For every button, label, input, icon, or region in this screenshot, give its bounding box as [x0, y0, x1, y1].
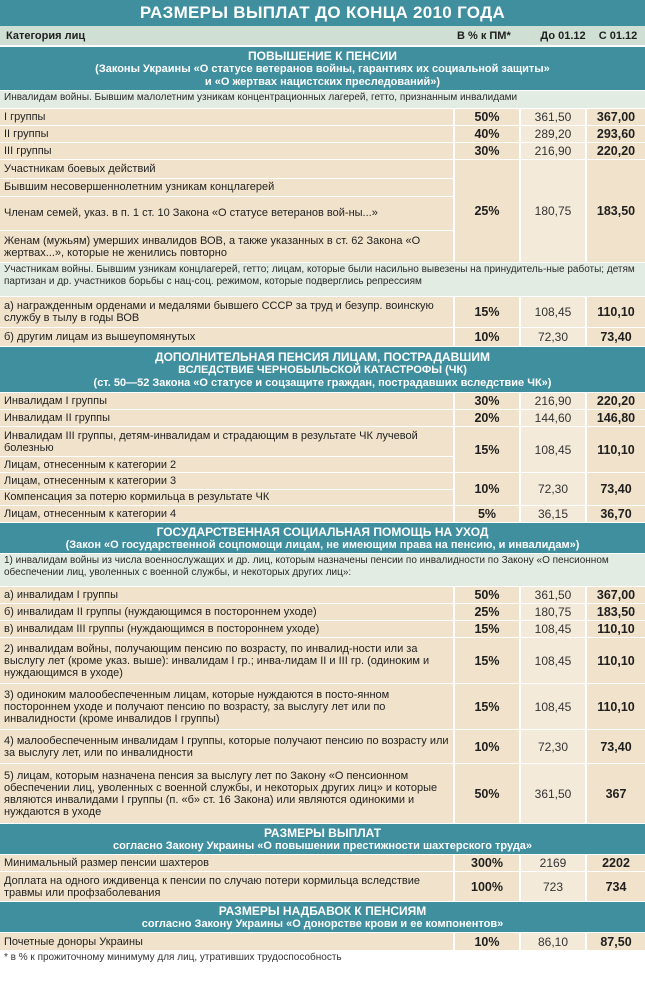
- row-label-cell: [0, 410, 453, 426]
- column-header-after: С 01.12: [598, 29, 638, 42]
- category-label: в) инвалидам III группы (нуждающимся в постороннем уходе): [0, 621, 453, 637]
- percent-cell: 20%: [453, 410, 519, 426]
- row-label-cell: [0, 126, 453, 142]
- section-header-line: ДОПОЛНИТЕЛЬНАЯ ПЕНСИЯ ЛИЦАМ, ПОСТРАДАВШИМ: [155, 349, 490, 364]
- category-label: б) инвалидам II группы (нуждающимся в постороннем уходе): [0, 604, 453, 620]
- value-after-cell: 146,80: [585, 410, 645, 426]
- value-after-cell: 367,00: [585, 587, 645, 603]
- row-label-cell: [0, 427, 453, 472]
- category-label: Доплата на одного иждивенца к пенсии по случаю потери кормильца вследствие травмы или профзаболевания: [0, 872, 453, 901]
- category-label: б) другим лицам из вышеупомянутых: [0, 328, 453, 346]
- row-label-cell: [0, 604, 453, 620]
- value-before-cell: 108,45: [519, 638, 585, 683]
- category-label: Лицам, отнесенным к категории 3: [0, 473, 453, 489]
- table-row: [0, 854, 645, 871]
- percent-cell: 15%: [453, 621, 519, 637]
- value-after-cell: 110,10: [585, 297, 645, 327]
- table-row: [0, 296, 645, 327]
- table-row: [0, 637, 645, 683]
- value-before-cell: 216,90: [519, 143, 585, 159]
- percent-cell: 25%: [453, 604, 519, 620]
- value-after-cell: 73,40: [585, 328, 645, 346]
- section-header: [0, 346, 645, 392]
- category-label: Инвалидам I группы: [0, 393, 453, 409]
- category-label: Компенсация за потерю кормильца в результате ЧК: [0, 489, 453, 506]
- percent-cell: 300%: [453, 855, 519, 871]
- category-label: а) инвалидам I группы: [0, 587, 453, 603]
- table-row: [0, 603, 645, 620]
- percent-cell: 10%: [453, 730, 519, 763]
- percent-cell: 50%: [453, 764, 519, 823]
- value-before-cell: 361,50: [519, 764, 585, 823]
- value-before-cell: 144,60: [519, 410, 585, 426]
- category-label: 3) одиноким малообеспеченным лицам, которые нуждаются в посто-янном постороннем уходе и получают пенсию по возрасту, за выслугу лет или по инвалидности (кроме инвалидов I группы): [0, 684, 453, 729]
- value-before-cell: 361,50: [519, 109, 585, 125]
- section-header-line: согласно Закону Украины «О повышении престижности шахтерского труда»: [112, 839, 533, 852]
- section-header: [0, 823, 645, 854]
- percent-cell: 10%: [453, 933, 519, 950]
- section-header: [0, 46, 645, 90]
- row-label-cell: [0, 933, 453, 950]
- table-row: [0, 108, 645, 125]
- value-before-cell: 86,10: [519, 933, 585, 950]
- value-before-cell: 361,50: [519, 587, 585, 603]
- category-label: III группы: [0, 143, 453, 159]
- value-before-cell: 2169: [519, 855, 585, 871]
- subgroup-note: 1) инвалидам войны из числа военнослужащих и др. лиц, которым назначены пенсии по инвалидности по Закону «О пенсионном обеспечении лиц, уволенных с военной службы, и некоторых других лиц»:: [0, 553, 645, 586]
- row-label-cell: [0, 160, 453, 262]
- value-before-cell: 108,45: [519, 621, 585, 637]
- value-after-cell: 110,10: [585, 621, 645, 637]
- table-row: [0, 729, 645, 763]
- category-label: Минимальный размер пенсии шахтеров: [0, 855, 453, 871]
- value-after-cell: 2202: [585, 855, 645, 871]
- category-label: I группы: [0, 109, 453, 125]
- value-after-cell: 183,50: [585, 604, 645, 620]
- table-row: [0, 505, 645, 522]
- column-header-row: [0, 26, 645, 46]
- value-before-cell: 180,75: [519, 604, 585, 620]
- row-label-cell: [0, 393, 453, 409]
- value-before-cell: 108,45: [519, 684, 585, 729]
- section-header-line: согласно Закону Украины «О донорстве крови и ее компонентов»: [141, 917, 504, 930]
- percent-cell: 100%: [453, 872, 519, 901]
- row-label-cell: [0, 506, 453, 522]
- table-row: [0, 392, 645, 409]
- row-label-cell: [0, 587, 453, 603]
- value-before-cell: 72,30: [519, 328, 585, 346]
- section-header-line: (ст. 50—52 Закона «О статусе и соцзащите граждан, пострадавших вследствие ЧК»): [93, 376, 552, 389]
- percent-cell: 15%: [453, 638, 519, 683]
- value-after-cell: 110,10: [585, 427, 645, 472]
- value-after-cell: 293,60: [585, 126, 645, 142]
- page-title: РАЗМЕРЫ ВЫПЛАТ ДО КОНЦА 2010 ГОДА: [0, 0, 645, 26]
- column-header-category: Категория лиц: [6, 29, 86, 42]
- table-row: [0, 620, 645, 637]
- table-row: [0, 586, 645, 603]
- row-label-cell: [0, 764, 453, 823]
- section-header-line: (Закон «О государственной соцпомощи лицам, не имеющим права на пенсию, и инвалидам»): [65, 538, 580, 551]
- category-label: Почетные доноры Украины: [0, 933, 453, 950]
- section-header-line: (Законы Украины «О статусе ветеранов войны, гарантиях их социальной защиты»: [95, 62, 550, 75]
- category-label: 2) инвалидам войны, получающим пенсию по возрасту, по инвалид-ности или за выслугу лет (кроме указ. выше): инвалидам I гр.; инва-лидам II и III гр. (одиноким и нуждающимся в уходе): [0, 638, 453, 683]
- subgroup-note: Участникам войны. Бывшим узникам концлагерей, гетто; лицам, которые были насильно вывезены на принудитель-ные работы; детям партизан и др. участников борьбы с нац-соц. режимом, которые подверглись репрессиям: [0, 262, 645, 296]
- row-label-cell: [0, 297, 453, 327]
- value-after-cell: 734: [585, 872, 645, 901]
- percent-cell: 30%: [453, 393, 519, 409]
- row-label-cell: [0, 855, 453, 871]
- percent-cell: 15%: [453, 427, 519, 472]
- percent-cell: 25%: [453, 160, 519, 262]
- category-label: Инвалидам III группы, детям-инвалидам и страдающим в результате ЧК лучевой болезнью: [0, 427, 453, 456]
- percent-cell: 10%: [453, 473, 519, 505]
- value-after-cell: 220,20: [585, 143, 645, 159]
- percent-cell: 30%: [453, 143, 519, 159]
- value-after-cell: 220,20: [585, 393, 645, 409]
- category-label: Бывшим несовершеннолетним узникам концлагерей: [0, 178, 453, 196]
- table-row: [0, 871, 645, 901]
- table-row: [0, 932, 645, 950]
- section-header-line: РАЗМЕРЫ ВЫПЛАТ: [263, 825, 382, 840]
- table-row: [0, 683, 645, 729]
- category-label: Лицам, отнесенным к категории 2: [0, 456, 453, 472]
- table-row: [0, 125, 645, 142]
- value-before-cell: 108,45: [519, 427, 585, 472]
- value-after-cell: 110,10: [585, 684, 645, 729]
- category-label: Членам семей, указ. в п. 1 ст. 10 Закона «О статусе ветеранов вой-ны...»: [0, 196, 453, 231]
- category-label: 5) лицам, которым назначена пенсия за выслугу лет по Закону «О пенсионном обеспечении лиц, уволенных с военной службы, и некоторых других лиц» и которые являются инвалидами I группы (п. «б» ст. 16 Закона) или являются одинокими и нуждаются в уходе: [0, 764, 453, 823]
- value-after-cell: 87,50: [585, 933, 645, 950]
- section-header-line: РАЗМЕРЫ НАДБАВОК К ПЕНСИЯМ: [218, 903, 427, 918]
- percent-cell: 50%: [453, 109, 519, 125]
- row-label-cell: [0, 638, 453, 683]
- percent-cell: 5%: [453, 506, 519, 522]
- value-after-cell: 73,40: [585, 730, 645, 763]
- value-before-cell: 72,30: [519, 473, 585, 505]
- percent-cell: 40%: [453, 126, 519, 142]
- row-label-cell: [0, 109, 453, 125]
- table-row: [0, 142, 645, 159]
- row-label-cell: [0, 872, 453, 901]
- table-row: [0, 159, 645, 262]
- percent-cell: 15%: [453, 684, 519, 729]
- row-label-cell: [0, 621, 453, 637]
- table-row: [0, 409, 645, 426]
- row-label-cell: [0, 684, 453, 729]
- section-header-line: ГОСУДАРСТВЕННАЯ СОЦИАЛЬНАЯ ПОМОЩЬ НА УХОД: [156, 524, 489, 539]
- column-header-percent: В % к ПМ*: [457, 29, 511, 42]
- category-label: а) награжденным орденами и медалями бывшего СССР за труд и безупр. воинскую службу в тылу в годы ВОВ: [0, 297, 453, 327]
- category-label: Участникам боевых действий: [0, 160, 453, 178]
- category-label: Лицам, отнесенным к категории 4: [0, 506, 453, 522]
- category-label: 4) малообеспеченным инвалидам I группы, которые получают пенсию по возрасту или за выслугу лет, или по инвалидности: [0, 730, 453, 763]
- value-before-cell: 72,30: [519, 730, 585, 763]
- footnote: * в % к прожиточному минимуму для лиц, утративших трудоспособность: [4, 952, 342, 963]
- table-row: [0, 472, 645, 505]
- sections-container: [0, 46, 645, 950]
- section-header-line: ПОВЫШЕНИЕ К ПЕНСИИ: [248, 48, 397, 63]
- table-row: [0, 327, 645, 346]
- row-label-cell: [0, 730, 453, 763]
- section-header-line: ВСЛЕДСТВИЕ ЧЕРНОБЫЛЬСКОЙ КАТАСТРОФЫ (ЧК): [178, 363, 467, 376]
- percent-cell: 10%: [453, 328, 519, 346]
- value-before-cell: 108,45: [519, 297, 585, 327]
- column-header-before: До 01.12: [540, 29, 586, 42]
- value-before-cell: 723: [519, 872, 585, 901]
- value-after-cell: 367: [585, 764, 645, 823]
- category-label: Инвалидам II группы: [0, 410, 453, 426]
- row-label-cell: [0, 473, 453, 505]
- value-after-cell: 367,00: [585, 109, 645, 125]
- section-header: [0, 522, 645, 553]
- subgroup-note: Инвалидам войны. Бывшим малолетним узникам концентрационных лагерей, гетто, признанным инвалидами: [0, 90, 645, 108]
- category-label: Женам (мужьям) умерших инвалидов ВОВ, а также указанных в ст. 62 Закона «О жертвах...», которые не женились повторно: [0, 230, 453, 262]
- value-before-cell: 180,75: [519, 160, 585, 262]
- value-after-cell: 36,70: [585, 506, 645, 522]
- category-label: II группы: [0, 126, 453, 142]
- value-after-cell: 110,10: [585, 638, 645, 683]
- table-row: [0, 763, 645, 823]
- value-before-cell: 216,90: [519, 393, 585, 409]
- percent-cell: 50%: [453, 587, 519, 603]
- row-label-cell: [0, 328, 453, 346]
- percent-cell: 15%: [453, 297, 519, 327]
- table-row: [0, 426, 645, 472]
- row-label-cell: [0, 143, 453, 159]
- section-header-line: и «О жертвах нацистских преследований»): [204, 75, 441, 88]
- value-after-cell: 73,40: [585, 473, 645, 505]
- value-after-cell: 183,50: [585, 160, 645, 262]
- value-before-cell: 36,15: [519, 506, 585, 522]
- section-header: [0, 901, 645, 932]
- value-before-cell: 289,20: [519, 126, 585, 142]
